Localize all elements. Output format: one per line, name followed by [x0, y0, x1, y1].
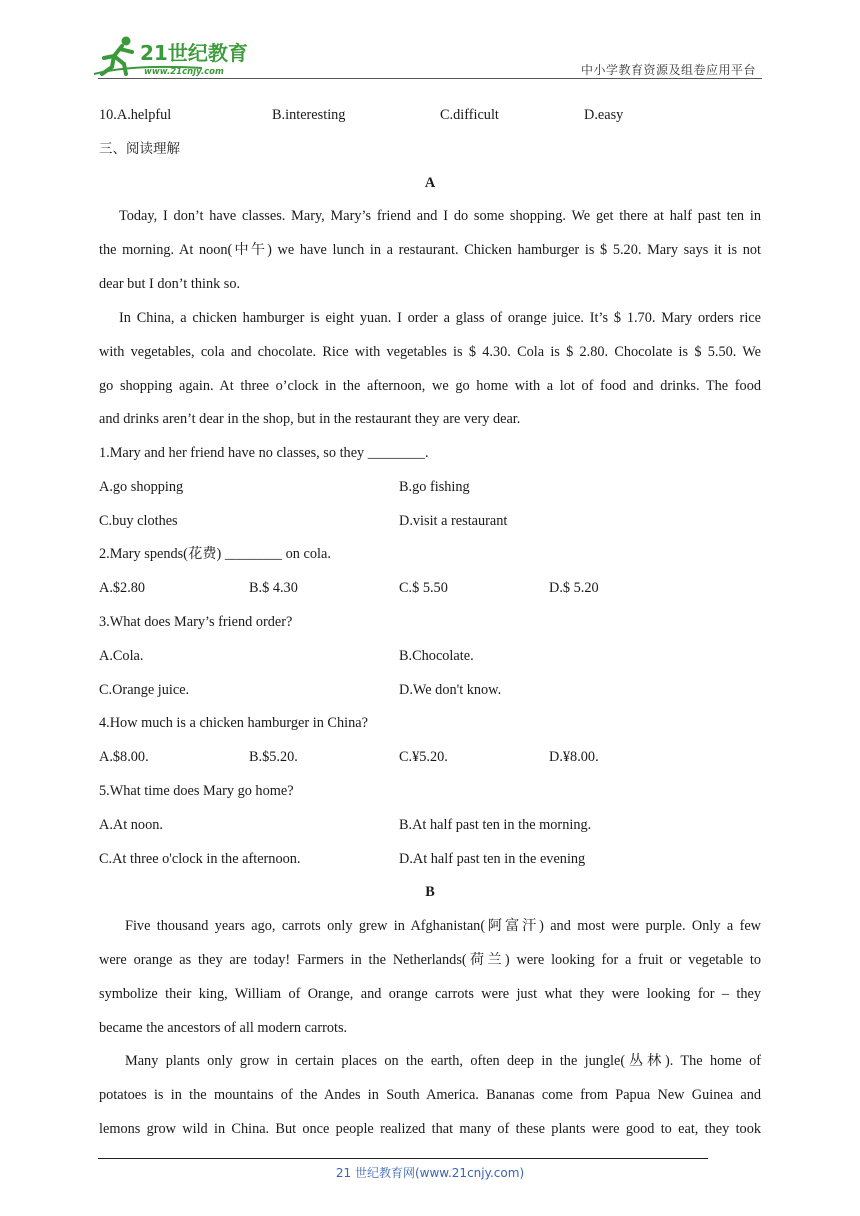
- passage-a-label: A: [424, 175, 436, 191]
- q4-option-c: C.¥5.20.: [399, 749, 448, 765]
- question-stem: 4.How much is a chicken hamburger in China?: [99, 715, 368, 731]
- q3-option-a: A.Cola.: [99, 648, 144, 664]
- q1-option-a: A.go shopping: [99, 479, 184, 495]
- passage-a-line: and drinks aren’t dear in the shop, but in the restaurant they are very dear.: [99, 411, 521, 427]
- q5-option-c: C.At three o'clock in the afternoon.: [99, 851, 301, 867]
- passage-b-line: potatoes is in the mountains of the Andes in South America. Bananas come from Papua New Guinea and: [99, 1087, 761, 1103]
- passage-a-line: dear but I don’t think so.: [99, 276, 241, 292]
- passage-b-line: became the ancestors of all modern carrots.: [99, 1020, 348, 1036]
- footer-link[interactable]: 21 世纪教育网(www.21cnjy.com): [335, 1166, 525, 1180]
- q2-option-c: C.$ 5.50: [399, 580, 448, 596]
- passage-b-line: symbolize their king, William of Orange, and orange carrots were just what they were looking for – they: [99, 986, 761, 1002]
- site-logo: [92, 34, 262, 78]
- logo-url: www.21cnjy.com: [144, 67, 224, 77]
- q2-option-d: D.$ 5.20: [549, 580, 599, 596]
- q2-option-a: A.$2.80: [99, 580, 146, 596]
- platform-text: 中小学教育资源及组卷应用平台: [580, 63, 756, 77]
- q10-option-a: 10.A.helpful: [99, 107, 172, 123]
- q5-option-b: B.At half past ten in the morning.: [399, 817, 592, 833]
- q10-option-b: B.interesting: [272, 107, 346, 123]
- q3-option-b: B.Chocolate.: [399, 648, 474, 664]
- question-stem: 3.What does Mary’s friend order?: [99, 614, 293, 630]
- passage-b-label: B: [425, 884, 435, 900]
- q4-option-d: D.¥8.00.: [549, 749, 599, 765]
- q3-option-d: D.We don't know.: [399, 682, 502, 698]
- passage-a-line: with vegetables, cola and chocolate. Rice with vegetables is $ 4.30. Cola is $ 2.80. Chocolate is $ 5.50. We: [99, 344, 761, 360]
- q2-option-b: B.$ 4.30: [249, 580, 298, 596]
- logo-text: 21世纪教育: [140, 41, 248, 65]
- section-title: 三、阅读理解: [99, 141, 180, 157]
- q5-option-a: A.At noon.: [99, 817, 163, 833]
- passage-b-line: lemons grow wild in China. But once people realized that many of these plants were good to eat, they took: [99, 1121, 761, 1137]
- q1-option-d: D.visit a restaurant: [399, 513, 508, 529]
- passage-a-line: go shopping again. At three o’clock in the afternoon, we go home with a lot of food and drinks. The food: [99, 378, 761, 394]
- passage-a-line: Today, I don’t have classes. Mary, Mary’s friend and I do some shopping. We get there at half past ten in: [119, 208, 761, 224]
- passage-b-line: were orange as they are today! Farmers in the Netherlands(荷兰) were looking for a fruit or vegetable to: [99, 952, 761, 968]
- passage-b-line: Five thousand years ago, carrots only grew in Afghanistan(阿富汗) and most were purple. Only a few: [125, 918, 761, 934]
- question-stem: 2.Mary spends(花费) ________ on cola.: [99, 546, 331, 562]
- passage-a-line: the morning. At noon(中午) we have lunch in a restaurant. Chicken hamburger is $ 5.20. Mary says it is not: [99, 242, 761, 258]
- q10-option-c: C.difficult: [440, 107, 499, 123]
- q4-option-a: A.$8.00.: [99, 749, 149, 765]
- question-stem: 5.What time does Mary go home?: [99, 783, 294, 799]
- footer-divider: [98, 1158, 708, 1159]
- q1-option-c: C.buy clothes: [99, 513, 178, 529]
- question-stem: 1.Mary and her friend have no classes, so they ________.: [99, 445, 429, 461]
- page-header: [0, 0, 860, 80]
- passage-a-line: In China, a chicken hamburger is eight yuan. I order a glass of orange juice. It’s $ 1.70. Mary orders rice: [119, 310, 761, 326]
- passage-b-line: Many plants only grow in certain places on the earth, often deep in the jungle(丛林). The home of: [125, 1053, 761, 1069]
- header-divider: [98, 78, 762, 79]
- q5-option-d: D.At half past ten in the evening: [399, 851, 586, 867]
- q10-option-d: D.easy: [584, 107, 624, 123]
- q4-option-b: B.$5.20.: [249, 749, 298, 765]
- q1-option-b: B.go fishing: [399, 479, 470, 495]
- q3-option-c: C.Orange juice.: [99, 682, 190, 698]
